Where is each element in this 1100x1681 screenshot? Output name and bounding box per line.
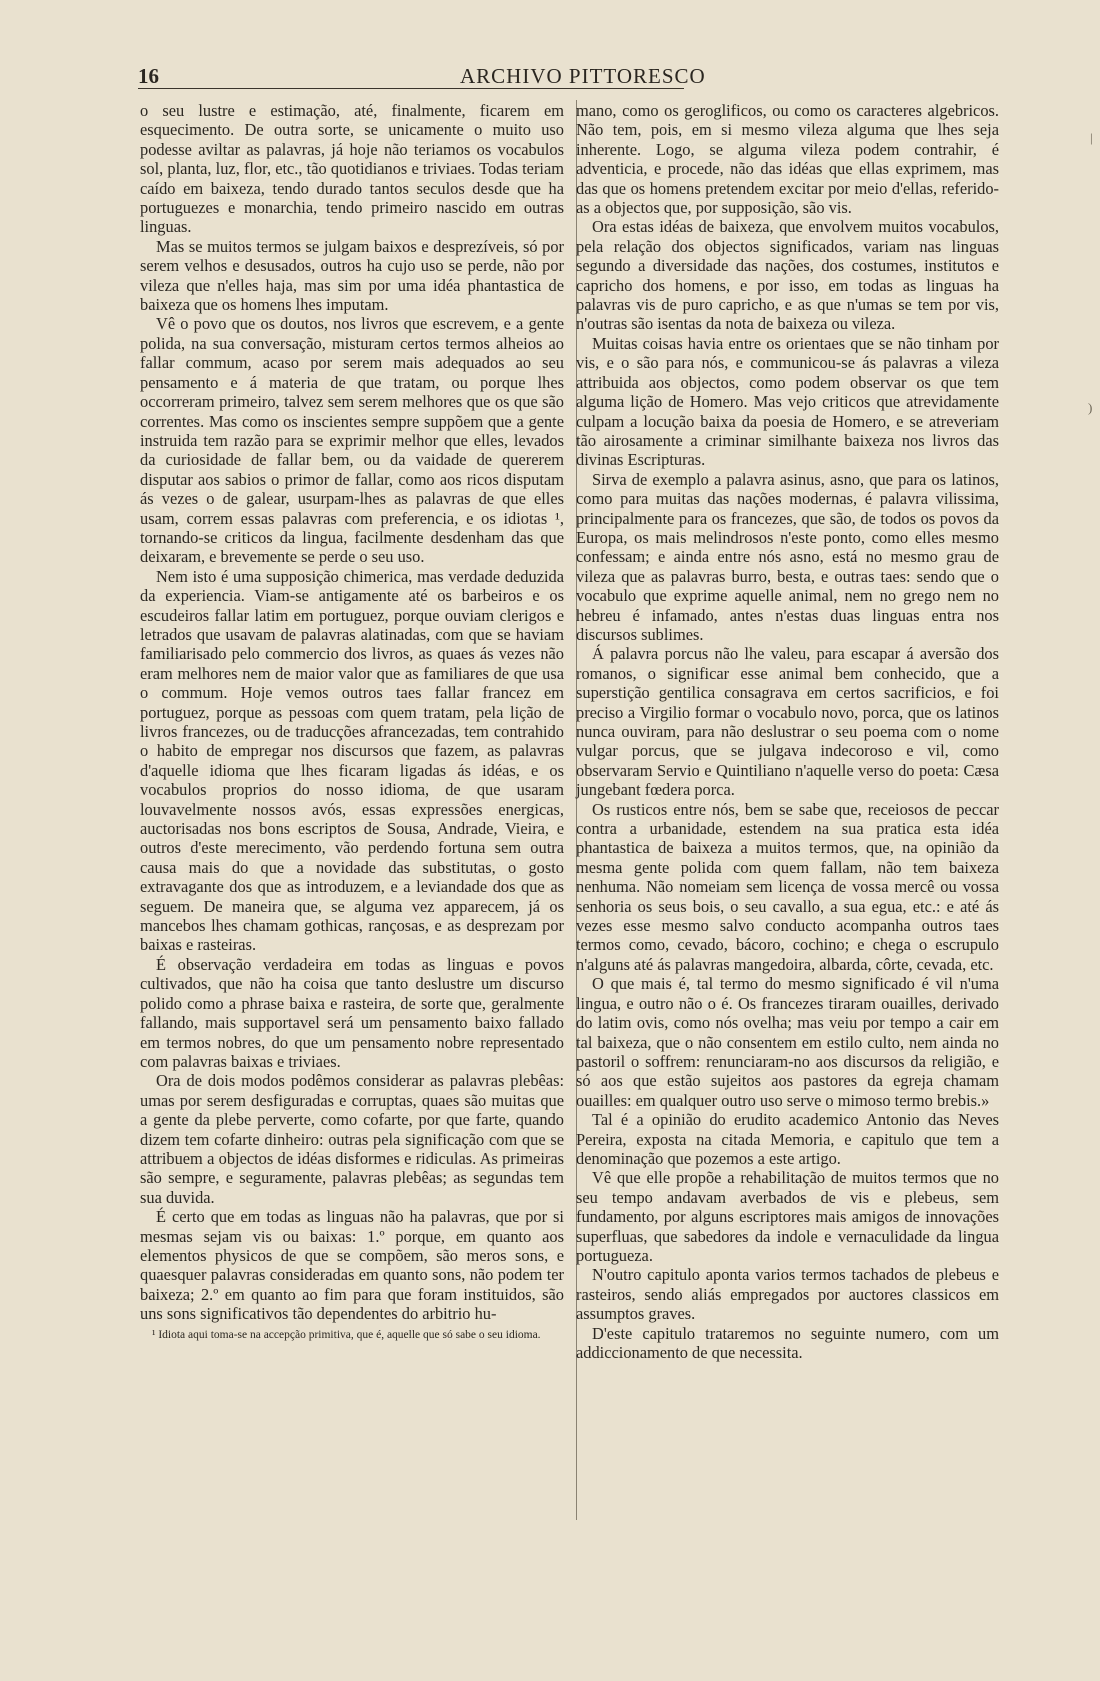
paragraph: Muitas coisas havia entre os orientaes que se não tinham por vis, e o são para nós, e communicou-se ás palavras a vileza attribuida aos objectos, como podem observar os que tem alguma lição de Homero. Mas vejo criticos que atrevidamente culpam a locução baixa da poesia de Homero, e se atreveriam tão airosamente a criminar similhante baixeza nos livros das divinas Escripturas. [576, 333, 999, 470]
paragraph: Tal é a opinião do erudito academico Antonio das Neves Pereira, exposta na citada Memoria, e capitulo que tem a denominação que pozemos a este artigo. [576, 1110, 999, 1168]
paragraph: Nem isto é uma supposição chimerica, mas verdade deduzida da experiencia. Viam-se antigamente até os barbeiros e os escudeiros fallar latim em portuguez, porque ouviam clerigos e letrados que usavam de palavras alatinadas, com que se haviam familiarisado pelo commercio dos livros, as quaes ás vezes não eram melhores nem de maior valor que as familiares de que usa o commum. Hoje vemos outros taes fallar francez em portuguez, porque as pessoas com quem tratam, pela lição de livros francezes, ou de traducções afrancezadas, tem contrahido o habito de empregar nos discursos que fazem, as palavras d'aquelle idioma que lhes ficaram ligadas ás idéas, e os vocabulos proprios do nosso idioma, de que usaram louvavelmente nossos avós, essas expressões energicas, auctorisadas nos bons escriptos de Sousa, Andrade, Vieira, e outros d'este merecimento, vão perdendo fortuna sem outra causa mais do que a novidade das substitutas, o gosto extravagante dos que as introduzem, e a leviandade dos que as seguem. De maneira que, se alguma vez apparecem, já os mancebos lhes chamam gothicas, rançosas, e as desprezam por baixas e rasteiras. [140, 566, 564, 955]
footnote: ¹ Idiota aqui toma-se na accepção primitiva, que é, aquelle que só sabe o seu idioma. [152, 1328, 541, 1341]
paragraph: mano, como os geroglificos, ou como os caracteres algebricos. Não tem, pois, em si mesmo vileza alguma que lhes seja inherente. Logo, se alguma vileza podem contrahir, é adventicia, e procede, não das idéas que ellas exprimem, mas das que os homens pretendem excitar por meio d'ellas, referido-as a objectos que, por supposição, são vis. [576, 101, 999, 218]
page-header [138, 64, 706, 90]
paragraph: É observação verdadeira em todas as linguas e povos cultivados, que não ha coisa que tanto deslustre um discurso polido como a phrase baixa e rasteira, de sorte que, geralmente fallando, mais supportavel será um pensamento baixo fallado em termos nobres, do que um pensamento nobre representado com palavras baixas e triviaes. [140, 954, 564, 1071]
paragraph: Ora estas idéas de baixeza, que envolvem muitos vocabulos, pela relação dos objectos significados, variam nas linguas segundo a diversidade das nações, dos costumes, institutos e capricho dos homens, e por isso, em todas as linguas ha palavras vis de puro capricho, e as que n'umas se tem por vis, n'outras são isentas da nota de baixeza ou vileza. [576, 217, 999, 334]
left-column [140, 101, 564, 1342]
paragraph: Vê que elle propõe a rehabilitação de muitos termos que no seu tempo andavam averbados de vis e plebeus, sem fundamento, por alguns escriptores mais amigos de innovações superfluas, que sabedores da indole e vernaculidade da lingua portugueza. [576, 1168, 999, 1265]
paragraph: D'este capitulo trataremos no seguinte numero, com um addiccionamento de que necessita. [576, 1323, 999, 1362]
paragraph: O que mais é, tal termo do mesmo significado é vil n'uma lingua, e outro não o é. Os francezes tiraram ouailles, derivado do latim ovis, como nós ovelha; mas veiu por tempo a cair em tal baixeza, que o não consentem em estilo culto, nem ainda no pastoril o soffrem: renunciaram-no aos discursos da religião, e só aos que estão sujeitos aos pastores da egreja chamam ouailles: em qualquer outro uso serve o mimoso termo brebis.» [576, 974, 999, 1110]
paragraph: o seu lustre e estimação, até, finalmente, ficarem em esquecimento. De outra sorte, se unicamente o muito uso podesse aviltar as palavras, já hoje não teriamos os vocabulos sol, planta, luz, flor, etc., tão quotidianos e triviaes. Todas teriam caído em baixeza, tendo durado tantos seculos desde que ha portuguezes e monarchia, tendo primeiro nascido em outras linguas. [140, 101, 564, 237]
header-rule [138, 88, 684, 89]
paragraph: Mas se muitos termos se julgam baixos e desprezíveis, só por serem velhos e desusados, outros ha cujo uso se perde, não por vileza que n'elles haja, mas sim por uma idéa phantastica de baixeza que os homens lhes imputam. [140, 236, 564, 315]
paragraph: É certo que em todas as linguas não ha palavras, que por si mesmas sejam vis ou baixas: 1.º porque, em quanto aos elementos physicos de que se compõem, são meros sons, e quaesquer palavras consideradas em quanto sons, não podem ter baixeza; 2.º em quanto ao fim para que foram instituidos, são uns sons significativos tão dependentes do arbitrio hu- [140, 1207, 564, 1324]
paragraph: N'outro capitulo aponta varios termos tachados de plebeus e rasteiros, sendo aliás empregados por auctores classicos em assumptos graves. [576, 1265, 999, 1324]
margin-mark: | [1090, 130, 1093, 145]
paragraph: Vê o povo que os doutos, nos livros que escrevem, e a gente polida, na sua conversação, misturam certos termos alheios ao fallar commum, acaso por serem mais adequados ao seu pensamento e á materia de que tratam, ou porque lhes occorreram primeiro, talvez sem serem melhores que os que são correntes. Mas como os inscientes sempre suppõem que a gente instruida tem razão para se exprimir melhor que elles, levados da curiosidade de fallar bem, ou da vaidade de quererem disputar aos sabios o primor de fallar, como aos ricos disputam ás vezes o de galear, usurpam-lhes as palavras de que elles usam, correm essas palavras com preferencia, e os idiotas ¹, tornando-se criticos da lingua, facilmente desdenham das que deixaram, e brevemente se perde o seu uso. [140, 314, 564, 567]
right-column [576, 101, 999, 1362]
paragraph: Ora de dois modos podêmos considerar as palavras plebêas: umas por serem desfiguradas e corruptas, quaes são muitas que a gente da plebe perverte, como cofarte, por que farte, quando dizem tem cofarte dinheiro: outras pela significação com que se attribuem a objectos de idéas disformes e ridiculas. As primeiras são sempre, e seguramente, palavras plebêas; as segundas tem sua duvida. [140, 1071, 564, 1207]
journal-title: ARCHIVO PITTORESCO [460, 64, 706, 88]
paragraph: Sirva de exemplo a palavra asinus, asno, que para os latinos, como para muitas das nações modernas, é palavra vilissima, principalmente para os francezes, que são, de todos os povos da Europa, os mais melindrosos n'este ponto, como elles mesmo confessam; e ainda entre nós asno, está no mesmo grau de vileza que as palavras burro, besta, e outras taes: sendo que o vocabulo que exprime aquelle animal, nem no grego nem no hebreu é infamado, antes n'estas duas linguas entra nos discursos sublimes. [576, 469, 999, 644]
paragraph: Os rusticos entre nós, bem se sabe que, receiosos de peccar contra a urbanidade, estendem na sua pratica esta idéa phantastica de baixeza a muitos termos, que, na opinião da mesma gente polida com quem fallam, não tem baixeza nenhuma. Não nomeiam sem licença de vossa mercê ou vossa senhoria os seus bois, o seu cavallo, a sua egua, etc.: e até ás vezes esse mesmo salvo conducto acompanha outros taes termos como, cevado, bácoro, cochino; e chega o escrupulo n'alguns até ás palavras mangedoira, albarda, côrte, cevada, etc. [576, 799, 999, 974]
margin-mark: ) [1088, 400, 1093, 415]
page-number: 16 [138, 64, 159, 88]
paragraph: Á palavra porcus não lhe valeu, para escapar á aversão dos romanos, o significar esse animal bem conhecido, que a superstição gentilica consagrava em certos sacrificios, e foi preciso a Virgilio formar o vocabulo novo, porca, que os latinos nunca ouviram, para não deslustrar o seu poema com o nome vulgar porcus, que se julgava indecoroso e vil, como observaram Servio e Quintiliano n'aquelle verso do poeta: Cæsa jungebant fœdera porca. [576, 644, 999, 800]
